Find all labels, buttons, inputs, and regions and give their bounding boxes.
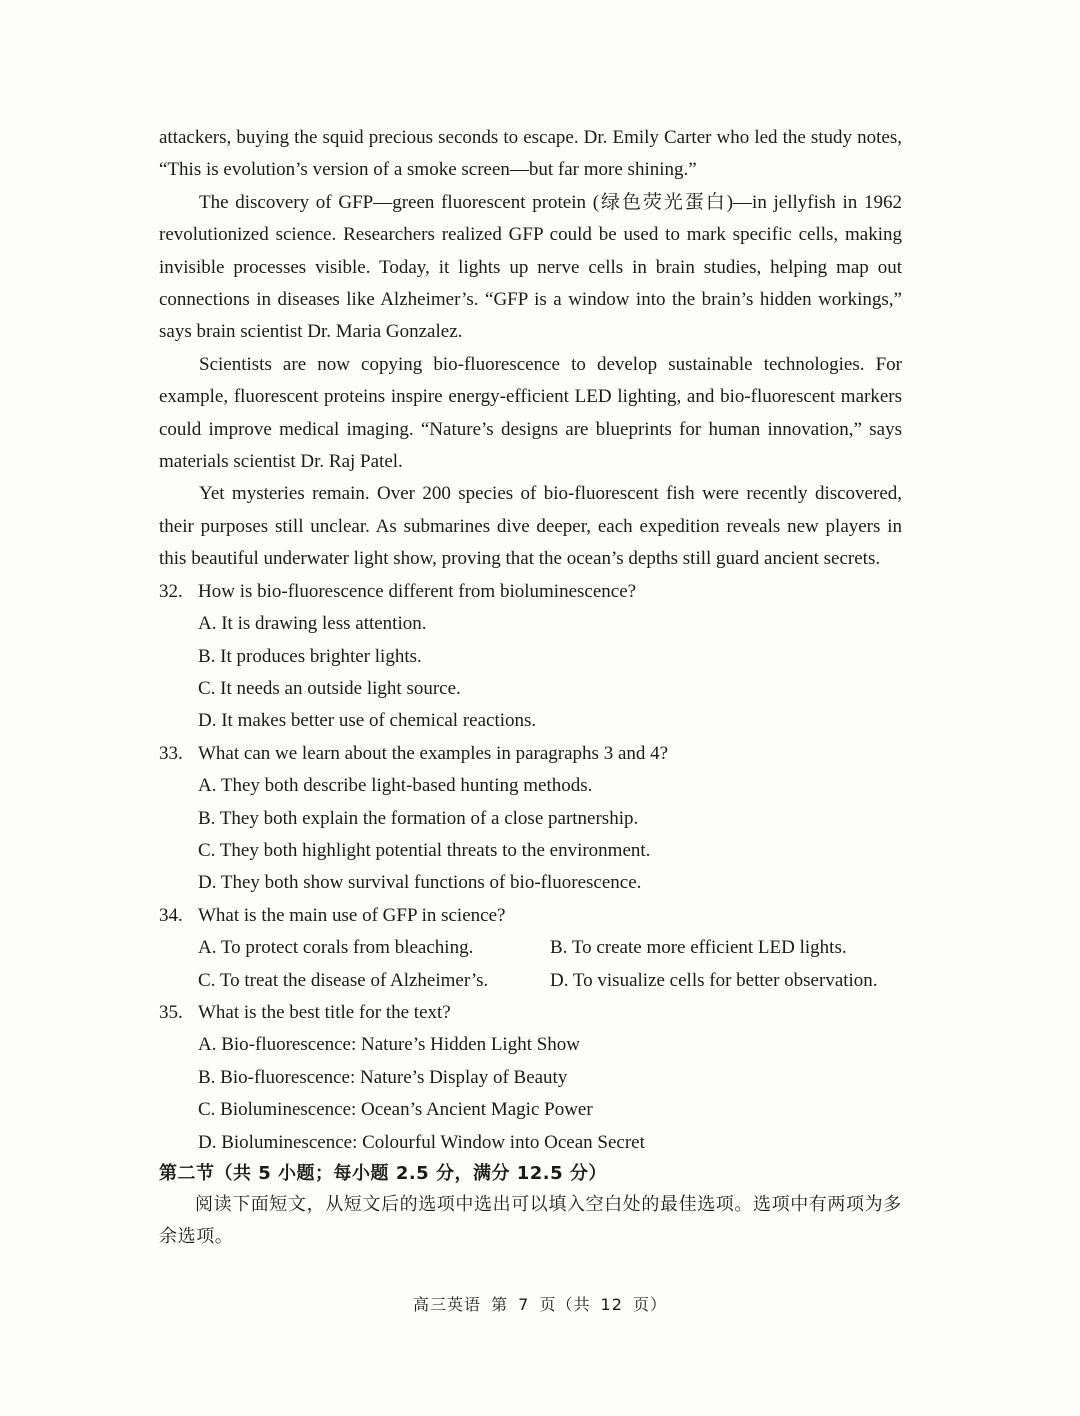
option-d: D. To visualize cells for better observation. [550,969,878,991]
question-number: 34. [159,904,183,926]
question-text: What is the main use of GFP in science? [198,904,506,926]
option-c: C. Bioluminescence: Ocean’s Ancient Magic Power [198,1099,593,1121]
passage-paragraph-1: attackers, buying the squid precious seconds to escape. Dr. Emily Carter who led the study notes, “This is evolution’s version of a smoke screen—but far more shining.” [159,127,902,181]
option-c: C. It needs an outside light source. [198,677,461,699]
option-b: B. It produces brighter lights. [198,645,422,667]
question-34 [159,900,902,997]
option-b: B. They both explain the formation of a close partnership. [198,807,639,829]
option-d: D. Bioluminescence: Colourful Window into Ocean Secret [198,1131,645,1153]
option-c: C. They both highlight potential threats to the environment. [198,839,651,861]
option-d: D. They both show survival functions of bio-fluorescence. [198,872,642,894]
section-instruction: 阅读下面短文，从短文后的选项中选出可以填入空白处的最佳选项。选项中有两项为多余选项。 [159,1194,902,1247]
section-title: 第二节（共 5 小题；每小题 2.5 分，满分 12.5 分） [159,1163,607,1184]
question-35 [159,997,902,1159]
page-content [159,122,902,1253]
option-a: A. They both describe light-based hunting methods. [198,775,593,797]
question-number: 33. [159,742,183,764]
question-text: How is bio-fluorescence different from bioluminescence? [198,580,637,602]
option-b: B. Bio-fluorescence: Nature’s Display of Beauty [198,1066,568,1088]
option-d: D. It makes better use of chemical reactions. [198,710,537,732]
option-c: C. To treat the disease of Alzheimer’s. [198,969,489,991]
option-a: A. To protect corals from bleaching. [198,937,474,959]
question-32 [159,576,902,738]
question-text: What is the best title for the text? [198,1001,451,1023]
passage-paragraph-3: Scientists are now copying bio-fluorescence to develop sustainable technologies. For example, fluorescent proteins inspire energy-efficient LED lighting, and bio-fluorescent markers could improve medical imaging. “Nature’s designs are blueprints for human innovation,” says materials scientist Dr. Raj Patel. [159,353,902,473]
passage-paragraph-4: Yet mysteries remain. Over 200 species of bio-fluorescent fish were recently discovered, their purposes still unclear. As submarines dive deeper, each expedition reveals new players in this beautiful underwater light show, proving that the ocean’s depths still guard ancient secrets. [159,483,902,570]
passage-paragraph-2: The discovery of GFP—green fluorescent protein (绿色荧光蛋白)—in jellyfish in 1962 revolutionized science. Researchers realized GFP could be used to mark specific cells, making invisible processes visible. Today, it lights up nerve cells in brain studies, helping map out connections in diseases like Alzheimer’s. “GFP is a window into the brain’s hidden workings,” says brain scientist Dr. Maria Gonzalez. [159,191,902,343]
question-number: 32. [159,580,183,602]
option-b: B. To create more efficient LED lights. [550,937,847,959]
question-33 [159,738,902,900]
option-a: A. Bio-fluorescence: Nature’s Hidden Light Show [198,1034,581,1056]
question-number: 35. [159,1001,183,1023]
option-a: A. It is drawing less attention. [198,613,427,635]
question-text: What can we learn about the examples in paragraphs 3 and 4? [198,742,669,764]
page-footer: 高三英语 第 7 页（共 12 页） [413,1295,667,1314]
